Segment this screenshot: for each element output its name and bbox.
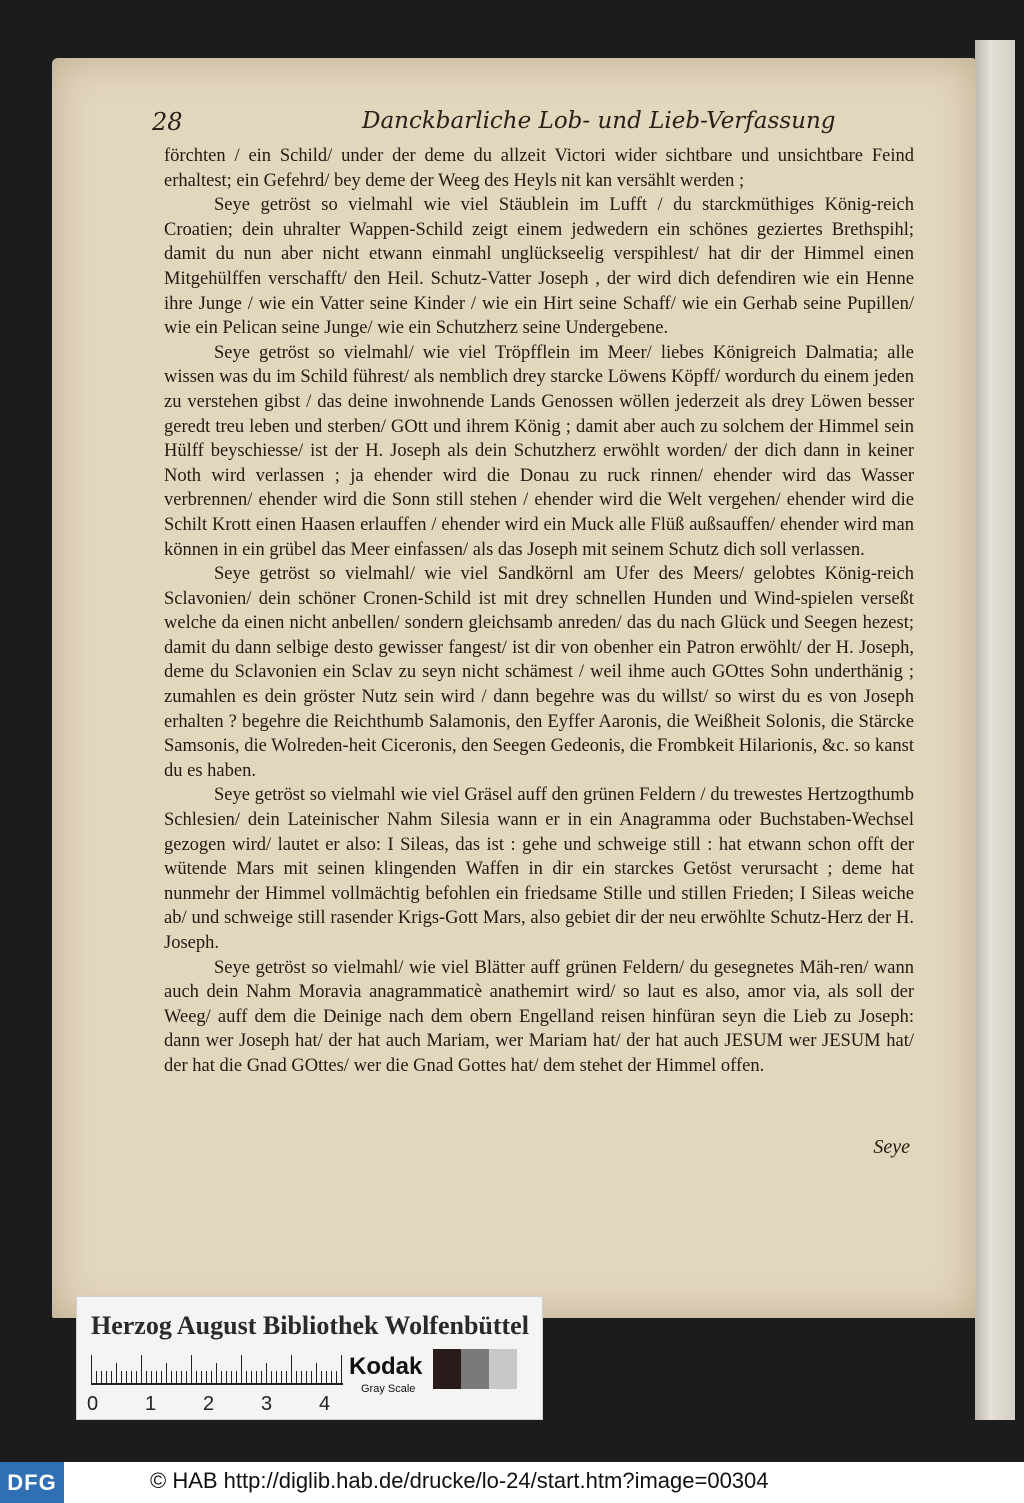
ruler-tick (106, 1371, 107, 1383)
ruler-tick (156, 1371, 157, 1383)
paragraph: Seye getröst so vielmahl/ wie viel Tröpfflein im Meer/ liebes Königreich Dalmatia; alle wissen was du im Schild führest/ als nemblich drey starcke Löwens Köpff/ wordurch du einem jeden zu verstehen gibst / das deine inwohnende Lands Genossen wöllen jederzeit als drey Löwen besser geredt treu leben und sterben/ GOtt und ihrem König ; damit aber auch zu solchem der Himmel sein Hülff beyschiesse/ ist der H. Joseph als dein Schutzherz erwöhlt worden/ der dich dann in keiner Noth wird verlassen ; ja ehender wird die Donau zu ruck rinnen/ ehender wird das Wasser verbrennen/ ehender wird die Sonn still stehen / ehender wird die Welt vergehen/ ehender wird die Schilt Krott einen Haasen erlauffen / ehender wird ein Muck alle Flüß außsauffen/ ehender wird man können in ein grübel das Meer einfassen/ als das Joseph mit seinem Schutz dich soll verlassen. (164, 342, 914, 560)
library-color-card (76, 1296, 543, 1420)
ruler-tick (336, 1371, 337, 1383)
paragraph: förchten / ein Schild/ under der deme du allzeit Victori wider sichtbare und unsichtbare Feind erhaltest; ein Gefehrd/ bey deme der Weeg des Heyls nit kan versählt werden ; (164, 146, 914, 191)
ruler-tick (136, 1371, 137, 1383)
ruler-tick (191, 1355, 192, 1383)
paragraph: Seye getröst so vielmahl wie viel Stäublein im Lufft / du starckmüthiges König-reich Croatien; dein uhralter Wappen-Schild zeigt einem jedwedern ein schönes geziertes Brethspihl; damit du nun aber nicht etwann einmahl unglückseelig verspihlest/ hat dir der Himmel einen Mitgehülffen verschafft/ den Heil. Schutz-Vatter Joseph , der wird dich defendiren wie ein Henne ihre Junge / wie ein Vatter seine Kinder / wie ein Hirt seine Schaff/ wie ein Gerhab seine Pupillen/ wie ein Pelican seine Junge/ wie ein Schutzherz seine Undergebene. (164, 195, 914, 339)
ruler-tick (316, 1363, 317, 1383)
ruler-tick (181, 1371, 182, 1383)
ruler-tick (96, 1371, 97, 1383)
ruler-tick (321, 1371, 322, 1383)
ruler-tick (301, 1371, 302, 1383)
ruler-tick (176, 1371, 177, 1383)
ruler-tick (291, 1355, 292, 1383)
kodak-subtitle: Gray Scale (361, 1383, 416, 1395)
kodak-wordmark: Kodak (349, 1353, 423, 1380)
ruler-tick (311, 1371, 312, 1383)
ruler-tick (171, 1371, 172, 1383)
ruler-tick (226, 1371, 227, 1383)
gray-swatch-white (517, 1349, 535, 1389)
dfg-logo[interactable]: DFG (0, 1462, 64, 1503)
ruler-tick (271, 1371, 272, 1383)
ruler-tick (241, 1355, 242, 1383)
page-number: 28 (152, 108, 183, 136)
ruler-tick (126, 1371, 127, 1383)
paragraph: Seye getröst so vielmahl wie viel Gräsel auff den grünen Feldern / du trewestes Hertzogthumb Schlesien/ dein Lateinischer Nahm Silesia wann er in ein Anagramma oder Buchstaben-Wechsel gezogen wird/ lautet er also: I Sileas, das ist : gehe und schweige still : hat etwann schon offt der wütende Mars mit seinen klingenden Waffen in dir ein starckes Getöst verursacht ; deme hat nunmehr der Himmel vollmächtig befohlen ein friedsame Stille und stillen Frieden; I Sileas weiche ab/ und schweige still rasender Krigs-Gott Mars, also gebiet dir der neu erwöhlte Schutz-Herz der H. Joseph. (164, 785, 914, 953)
gray-swatch-black (433, 1349, 461, 1389)
ruler-tick (116, 1363, 117, 1383)
ruler-tick (286, 1371, 287, 1383)
ruler-tick (296, 1371, 297, 1383)
catchword: Seye (873, 1136, 910, 1158)
document-page (52, 58, 976, 1318)
ruler-tick (276, 1371, 277, 1383)
source-link[interactable]: © HAB http://diglib.hab.de/drucke/lo-24/start.htm?image=00304 (150, 1468, 769, 1493)
ruler-tick (266, 1363, 267, 1383)
ruler-tick (166, 1363, 167, 1383)
running-head (52, 108, 976, 138)
ruler-tick (146, 1371, 147, 1383)
ruler-tick (206, 1371, 207, 1383)
ruler-tick (186, 1371, 187, 1383)
ruler-tick (201, 1371, 202, 1383)
ruler-tick (306, 1371, 307, 1383)
ruler-tick (91, 1355, 92, 1383)
ruler-tick (131, 1371, 132, 1383)
ruler-label: 4 (319, 1393, 331, 1415)
ruler-tick (231, 1371, 232, 1383)
ruler-tick (326, 1371, 327, 1383)
gray-swatch-light (489, 1349, 517, 1389)
ruler-label: 2 (203, 1393, 215, 1415)
ruler-tick (261, 1371, 262, 1383)
paragraph: Seye getröst so vielmahl/ wie viel Sandkörnl am Ufer des Meers/ gelobtes König-reich Sclavonien/ dein schöner Cronen-Schild ist mit drey schnellen Hunden und Wind-spielen verseßt welche da einen nicht anbellen/ sondern gleichsamb anreden/ das du nach Glück und Seegen hezest; damit du dann selbige desto gewisser fangest/ ist dir von obenher ein Patron erwöhlt/ der H. Joseph, deme du Sclavonien ein Sclav zu seyn nicht schämest / weil ihme auch GOttes Sohn underthänig ; zumahlen es dein gröster Nutz sein wird / dann begehre was du willst/ so wirst du es von Joseph erhalten ? begehre die Reichthumb Salamonis, den Eyffer Aaronis, die Weißheit Solonis, die Stärcke Samsonis, die Wolreden-heit Ciceronis, den Seegen Gedeonis, die Frombkeit Hilarionis, &c. so kanst du es haben. (164, 564, 914, 781)
ruler-tick (161, 1371, 162, 1383)
ruler-tick (221, 1371, 222, 1383)
ruler-tick (151, 1371, 152, 1383)
ruler-tick (256, 1371, 257, 1383)
ruler-tick (216, 1363, 217, 1383)
ruler-tick (236, 1371, 237, 1383)
ruler-label: 0 (87, 1393, 99, 1415)
ruler-tick (246, 1371, 247, 1383)
body-text (164, 144, 914, 1079)
ruler-tick (101, 1371, 102, 1383)
kodak-label (349, 1353, 429, 1393)
ruler-tick (121, 1371, 122, 1383)
ruler-tick (251, 1371, 252, 1383)
ruler-tick (141, 1355, 142, 1383)
library-name: Herzog August Bibliothek Wolfenbüttel (91, 1311, 529, 1340)
scale-ruler (91, 1353, 343, 1385)
ruler-label: 1 (145, 1393, 157, 1415)
ruler-label: 3 (261, 1393, 273, 1415)
viewer-footer (0, 1462, 1024, 1503)
ruler-tick (281, 1371, 282, 1383)
ruler-tick (196, 1371, 197, 1383)
next-page-edge (975, 40, 1015, 1420)
gray-swatch-dark (461, 1349, 489, 1389)
ruler-tick (331, 1371, 332, 1383)
paragraph: Seye getröst so vielmahl/ wie viel Blätter auff grünen Feldern/ du gesegnetes Mäh-ren/ wann auch dein Nahm Moravia anagrammaticè anathemirt wird/ so laut es also, amor via, als soll der Weeg/ auff dem die Deinige nach dem obern Engelland reisen hinfüran seyn die Lieb zu Joseph: dann wer Joseph hat/ der hat auch Mariam, wer Mariam hat/ der hat auch JESUM wer JESUM hat/ der hat die Gnad GOttes/ wer die Gnad Gottes hat/ dem stehet der Himmel offen. (164, 957, 914, 1076)
running-head-title: Danckbarliche Lob- und Lieb-Verfassung (362, 108, 836, 134)
ruler-tick (111, 1371, 112, 1383)
ruler-tick (211, 1371, 212, 1383)
ruler-tick (341, 1355, 342, 1383)
